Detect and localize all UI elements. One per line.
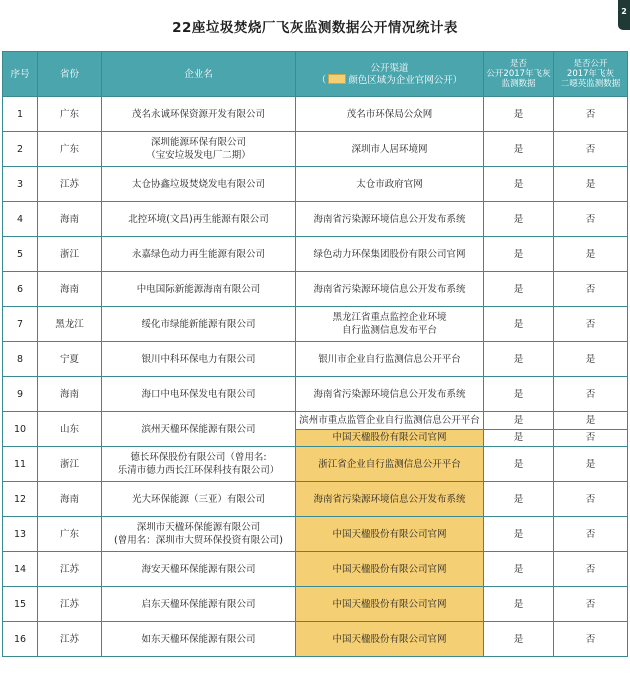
table-row xyxy=(3,482,628,517)
cell-dioxin: 否 xyxy=(554,377,628,412)
cell-index: 12 xyxy=(3,482,38,517)
table-row xyxy=(3,587,628,622)
cell-dioxin: 否 xyxy=(554,429,628,447)
cell-dioxin: 是 xyxy=(554,237,628,272)
cell-dioxin: 否 xyxy=(554,482,628,517)
cell-fly-ash: 是 xyxy=(484,412,554,430)
cell-fly-ash: 是 xyxy=(484,237,554,272)
cell-fly-ash: 是 xyxy=(484,167,554,202)
header-company: 企业名 xyxy=(102,52,296,97)
cell-company: 海口中电环保发电有限公司 xyxy=(102,377,296,412)
cell-channel: 中国天楹股份有限公司官网 xyxy=(296,517,484,552)
table-row xyxy=(3,552,628,587)
cell-province: 海南 xyxy=(38,272,102,307)
cell-index: 11 xyxy=(3,447,38,482)
cell-index: 8 xyxy=(3,342,38,377)
cell-province: 江苏 xyxy=(38,552,102,587)
cell-channel: 海南省污染源环境信息公开发布系统 xyxy=(296,272,484,307)
cell-index: 4 xyxy=(3,202,38,237)
cell-channel: 深圳市人居环境网 xyxy=(296,132,484,167)
header-channel-label: 公开渠道 xyxy=(370,62,409,74)
cell-province: 海南 xyxy=(38,377,102,412)
cell-index: 5 xyxy=(3,237,38,272)
header-dioxin: 是否公开 2017年飞灰 二噁英监测数据 xyxy=(554,52,628,97)
cell-index: 2 xyxy=(3,132,38,167)
table-row xyxy=(3,447,628,482)
cell-province: 黑龙江 xyxy=(38,307,102,342)
header-province: 省份 xyxy=(38,52,102,97)
table-row xyxy=(3,272,628,307)
table-row xyxy=(3,132,628,167)
table-row xyxy=(3,342,628,377)
cell-fly-ash: 是 xyxy=(484,132,554,167)
table-header-row xyxy=(3,52,628,97)
table-row xyxy=(3,377,628,412)
legend-swatch xyxy=(328,74,346,84)
cell-channel: 黑龙江省重点监控企业环境 自行监测信息发布平台 xyxy=(296,307,484,342)
cell-province: 山东 xyxy=(38,412,102,447)
cell-channel: 中国天楹股份有限公司官网 xyxy=(296,552,484,587)
cell-province: 江苏 xyxy=(38,167,102,202)
cell-company: 启东天楹环保能源有限公司 xyxy=(102,587,296,622)
cell-company: 德长环保股份有限公司（曾用名: 乐清市德力西长江环保科技有限公司） xyxy=(102,447,296,482)
cell-index: 6 xyxy=(3,272,38,307)
cell-channel: 中国天楹股份有限公司官网 xyxy=(296,587,484,622)
cell-fly-ash: 是 xyxy=(484,517,554,552)
cell-province: 广东 xyxy=(38,517,102,552)
cell-channel: 海南省污染源环境信息公开发布系统 xyxy=(296,482,484,517)
cell-dioxin: 是 xyxy=(554,342,628,377)
cell-company: 如东天楹环保能源有限公司 xyxy=(102,622,296,657)
cell-fly-ash: 是 xyxy=(484,482,554,517)
cell-index: 16 xyxy=(3,622,38,657)
cell-province: 海南 xyxy=(38,202,102,237)
cell-index: 1 xyxy=(3,97,38,132)
cell-index: 13 xyxy=(3,517,38,552)
cell-dioxin: 否 xyxy=(554,202,628,237)
cell-channel: 海南省污染源环境信息公开发布系统 xyxy=(296,377,484,412)
cell-company: 永嘉绿色动力再生能源有限公司 xyxy=(102,237,296,272)
cell-index: 7 xyxy=(3,307,38,342)
cell-province: 浙江 xyxy=(38,447,102,482)
cell-company: 滨州天楹环保能源有限公司 xyxy=(102,412,296,447)
cell-channel: 浙江省企业自行监测信息公开平台 xyxy=(296,447,484,482)
cell-fly-ash: 是 xyxy=(484,447,554,482)
cell-channel: 绿色动力环保集团股份有限公司官网 xyxy=(296,237,484,272)
cell-fly-ash: 是 xyxy=(484,622,554,657)
table-row xyxy=(3,202,628,237)
cell-province: 江苏 xyxy=(38,622,102,657)
header-channel-note: （ 颜色区域为企业官网公开） xyxy=(316,74,463,86)
table-row xyxy=(3,517,628,552)
cell-dioxin: 否 xyxy=(554,272,628,307)
cell-fly-ash: 是 xyxy=(484,377,554,412)
cell-company: 太仓协鑫垃圾焚烧发电有限公司 xyxy=(102,167,296,202)
cell-index: 3 xyxy=(3,167,38,202)
cell-fly-ash: 是 xyxy=(484,272,554,307)
cell-dioxin: 否 xyxy=(554,517,628,552)
cell-channel: 海南省污染源环境信息公开发布系统 xyxy=(296,202,484,237)
cell-channel: 中国天楹股份有限公司官网 xyxy=(296,622,484,657)
cell-company: 绥化市绿能新能源有限公司 xyxy=(102,307,296,342)
cell-channel: 滨州市重点监管企业自行监测信息公开平台 xyxy=(296,412,484,430)
cell-province: 广东 xyxy=(38,97,102,132)
cell-company: 茂名永诚环保资源开发有限公司 xyxy=(102,97,296,132)
cell-channel: 茂名市环保局公众网 xyxy=(296,97,484,132)
cell-dioxin: 否 xyxy=(554,132,628,167)
cell-company: 深圳市天楹环保能源有限公司 (曾用名：深圳市大贸环保投资有限公司) xyxy=(102,517,296,552)
cell-dioxin: 否 xyxy=(554,307,628,342)
page-number-tab: 2 xyxy=(618,0,630,30)
page-title: 22座垃圾焚烧厂飞灰监测数据公开情况统计表 xyxy=(172,20,458,36)
table-row xyxy=(3,97,628,132)
cell-fly-ash: 是 xyxy=(484,97,554,132)
header-index: 序号 xyxy=(3,52,38,97)
cell-dioxin: 是 xyxy=(554,412,628,430)
cell-fly-ash: 是 xyxy=(484,587,554,622)
cell-company: 银川中科环保电力有限公司 xyxy=(102,342,296,377)
table-row xyxy=(3,307,628,342)
cell-province: 宁夏 xyxy=(38,342,102,377)
cell-channel: 银川市企业自行监测信息公开平台 xyxy=(296,342,484,377)
cell-dioxin: 是 xyxy=(554,167,628,202)
cell-fly-ash: 是 xyxy=(484,342,554,377)
cell-company: 光大环保能源（三亚）有限公司 xyxy=(102,482,296,517)
cell-fly-ash: 是 xyxy=(484,307,554,342)
table-row xyxy=(3,622,628,657)
cell-fly-ash: 是 xyxy=(484,429,554,447)
cell-index: 14 xyxy=(3,552,38,587)
cell-company: 海安天楹环保能源有限公司 xyxy=(102,552,296,587)
cell-channel: 太仓市政府官网 xyxy=(296,167,484,202)
header-fly-ash: 是否 公开2017年飞灰 监测数据 xyxy=(484,52,554,97)
cell-index: 9 xyxy=(3,377,38,412)
cell-fly-ash: 是 xyxy=(484,202,554,237)
table-row xyxy=(3,237,628,272)
cell-channel: 中国天楹股份有限公司官网 xyxy=(296,429,484,447)
cell-dioxin: 否 xyxy=(554,552,628,587)
cell-index: 10 xyxy=(3,412,38,447)
cell-dioxin: 是 xyxy=(554,447,628,482)
table-row xyxy=(3,167,628,202)
table-row xyxy=(3,412,628,430)
cell-dioxin: 否 xyxy=(554,587,628,622)
cell-province: 浙江 xyxy=(38,237,102,272)
cell-fly-ash: 是 xyxy=(484,552,554,587)
header-channel xyxy=(296,52,484,97)
cell-company: 北控环境(文昌)再生能源有限公司 xyxy=(102,202,296,237)
cell-dioxin: 否 xyxy=(554,97,628,132)
cell-province: 江苏 xyxy=(38,587,102,622)
cell-dioxin: 否 xyxy=(554,622,628,657)
cell-index: 15 xyxy=(3,587,38,622)
cell-company: 深圳能源环保有限公司 （宝安垃圾发电厂二期） xyxy=(102,132,296,167)
cell-province: 海南 xyxy=(38,482,102,517)
cell-province: 广东 xyxy=(38,132,102,167)
statistics-table xyxy=(2,51,628,657)
cell-company: 中电国际新能源海南有限公司 xyxy=(102,272,296,307)
